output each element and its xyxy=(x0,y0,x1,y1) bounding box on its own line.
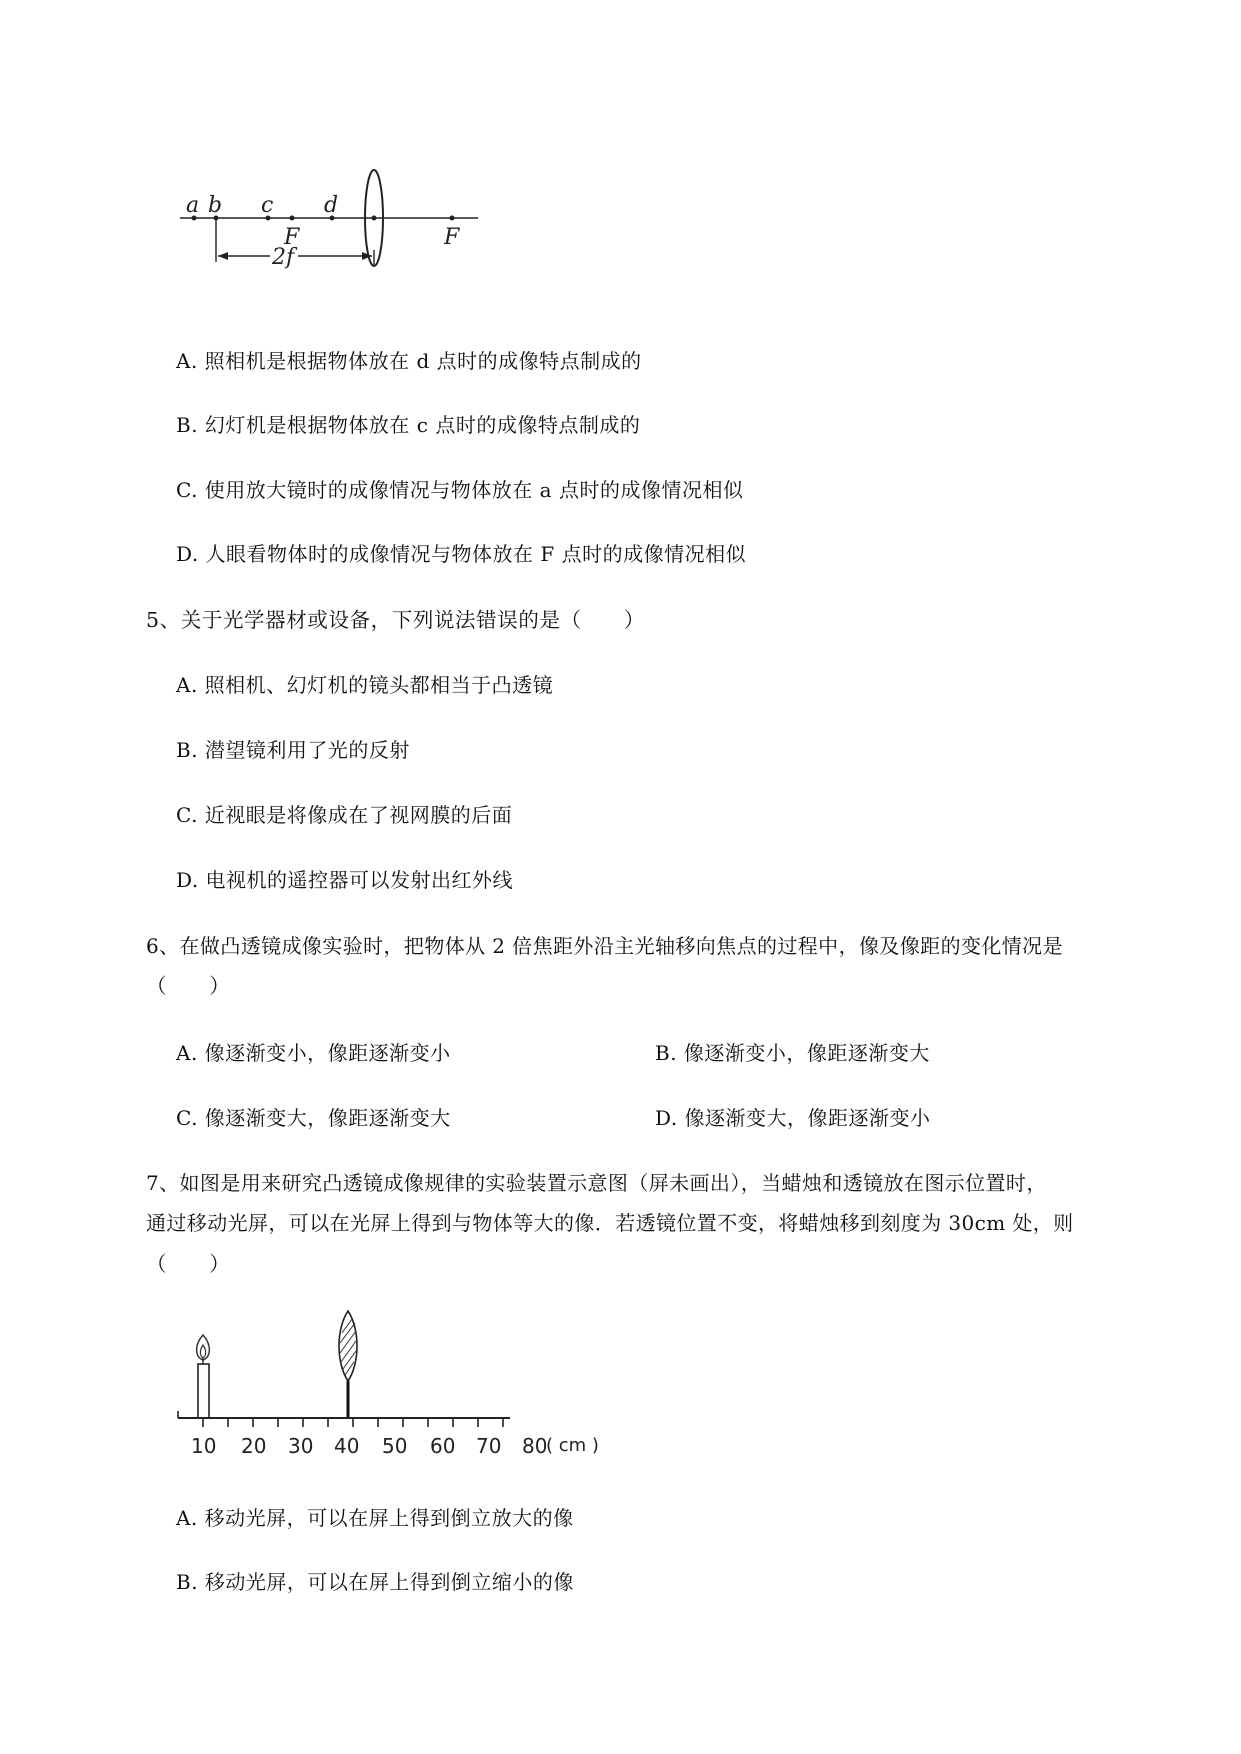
tick-label-70: 70 xyxy=(476,1434,502,1458)
unit-label: ( cm ) xyxy=(546,1435,599,1456)
q6-option-c: C. 像逐渐变大，像距逐渐变大 xyxy=(176,1106,451,1130)
optical-bench-diagram xyxy=(170,1305,630,1465)
q7-stem-line1: 7、如图是用来研究凸透镜成像规律的实验装置示意图（屏未画出），当蜡烛和透镜放在图示位置时， xyxy=(146,1171,1047,1195)
q4-option-c: C. 使用放大镜时的成像情况与物体放在 a 点时的成像情况相似 xyxy=(176,478,744,502)
q7-option-b: B. 移动光屏，可以在屏上得到倒立缩小的像 xyxy=(176,1570,574,1594)
q7-stem-line2: 通过移动光屏，可以在光屏上得到与物体等大的像．若透镜位置不变，将蜡烛移到刻度为 30cm 处，则 xyxy=(146,1211,1074,1235)
tick-label-40: 40 xyxy=(334,1434,360,1458)
label-f-left: F xyxy=(284,225,300,250)
label-c: c xyxy=(261,193,274,218)
candle-flame xyxy=(197,1335,210,1360)
q5-option-c: C. 近视眼是将像成在了视网膜的后面 xyxy=(176,803,513,827)
candle-body xyxy=(198,1364,209,1418)
q6-option-d: D. 像逐渐变大，像距逐渐变小 xyxy=(655,1106,931,1130)
q5-option-d: D. 电视机的遥控器可以发射出红外线 xyxy=(176,868,514,892)
q4-option-a: A. 照相机是根据物体放在 d 点时的成像特点制成的 xyxy=(176,349,642,373)
point-f-right xyxy=(450,216,455,221)
label-2f: 2f xyxy=(272,245,295,270)
q4-option-d: D. 人眼看物体时的成像情况与物体放在 F 点时的成像情况相似 xyxy=(176,542,747,566)
q7-stem-line3: （ ） xyxy=(146,1252,231,1276)
lens-diagram xyxy=(170,150,490,300)
point-lens-center xyxy=(372,216,377,221)
q6-stem-line2: （ ） xyxy=(146,974,231,998)
arrow-left xyxy=(218,252,228,260)
candle-flame-inner xyxy=(200,1345,205,1358)
point-f-left xyxy=(290,216,295,221)
label-b: b xyxy=(208,193,223,218)
label-a: a xyxy=(186,193,200,218)
tick-label-20: 20 xyxy=(241,1434,267,1458)
q4-option-b: B. 幻灯机是根据物体放在 c 点时的成像特点制成的 xyxy=(176,413,641,437)
tick-label-60: 60 xyxy=(430,1434,456,1458)
q5-option-a: A. 照相机、幻灯机的镜头都相当于凸透镜 xyxy=(176,673,554,697)
tick-label-10: 10 xyxy=(191,1434,217,1458)
tick-label-30: 30 xyxy=(288,1434,314,1458)
q5-option-b: B. 潜望镜利用了光的反射 xyxy=(176,738,410,762)
q6-stem-line1: 6、在做凸透镜成像实验时，把物体从 2 倍焦距外沿主光轴移向焦点的过程中，像及像距的变化情况是 xyxy=(146,934,1063,958)
q6-option-b: B. 像逐渐变小，像距逐渐变大 xyxy=(655,1041,930,1065)
q6-option-a: A. 像逐渐变小，像距逐渐变小 xyxy=(176,1041,451,1065)
label-f-right: F xyxy=(444,225,460,250)
tick-label-80: 80 xyxy=(522,1434,548,1458)
label-d: d xyxy=(324,193,339,218)
q5-stem: 5、关于光学器材或设备，下列说法错误的是（ ） xyxy=(146,608,645,632)
tick-label-50: 50 xyxy=(382,1434,408,1458)
q7-option-a: A. 移动光屏，可以在屏上得到倒立放大的像 xyxy=(176,1506,574,1530)
